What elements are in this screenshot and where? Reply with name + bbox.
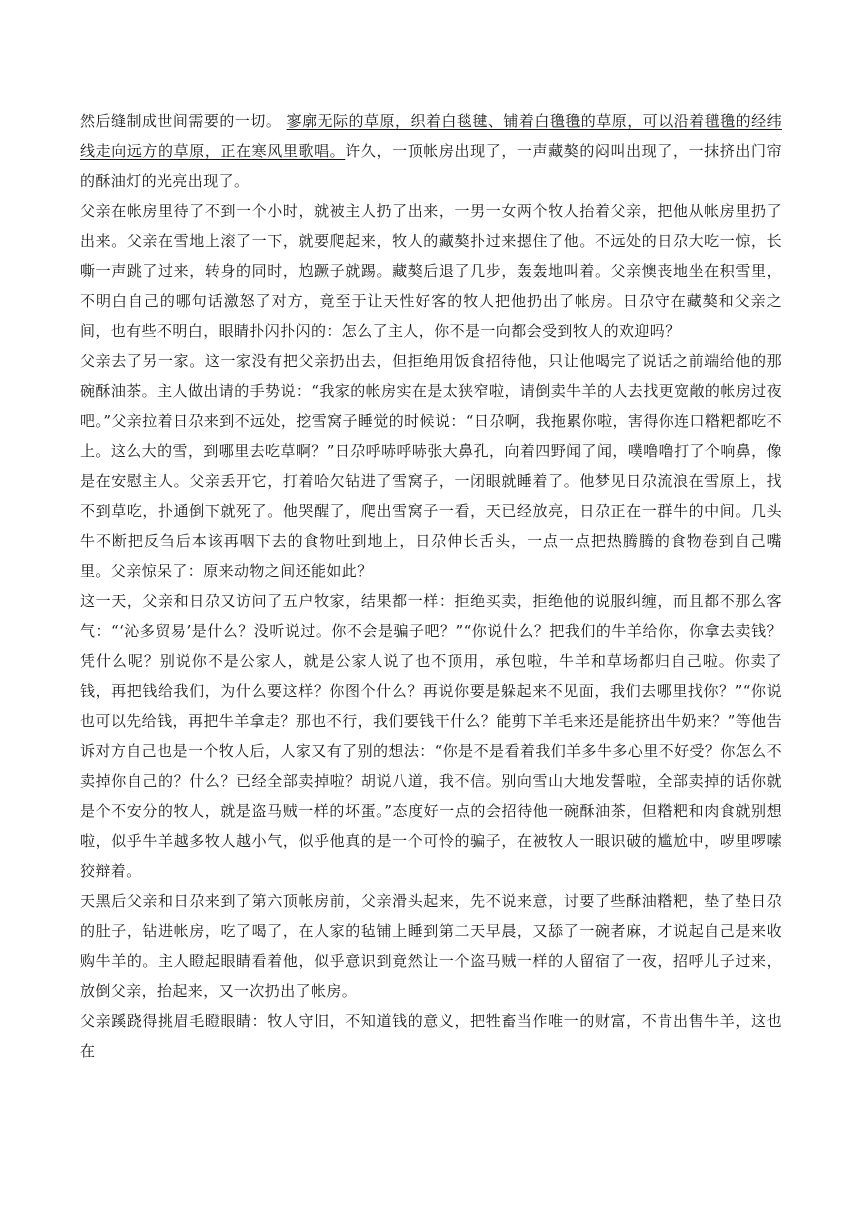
paragraph-1-intro: 然后缝制成世间需要的一切。: [80, 112, 282, 130]
underlined-sentence: 寥廓无际的草原，织着白毯毽、铺着白氇氇的草原，可以沿着氆氇的经纬线走向远方的草原，正在寒风里歌唱。: [80, 112, 783, 160]
document-page: [80, 106, 782, 1066]
paragraph-6: 父亲蹊跷得挑眉毛瞪眼睛：牧人守旧，不知道钱的意义，把牲畜当作唯一的财富，不肯出售牛羊，这也在: [80, 1012, 782, 1060]
paragraph-1: [80, 106, 782, 196]
paragraph-3: 父亲去了另一家。这一家没有把父亲扔出去，但拒绝用饭食招待他，只让他喝完了说话之前端给他的那碗酥油茶。主人做出请的手势说：“我家的帐房实在是太狭窄啦，请倒卖牛羊的人去找更宽敞的帐房过夜吧。”父亲拉着日尕来到不远处，挖雪窝子睡觉的时候说：“日尕啊，我拖累你啦，害得你连口糌粑都吃不上。这么大的雪，到哪里去吃草啊？”日尕呼哧呼哧张大鼻孔，向着四野闻了闻，噗噜噜打了个响鼻，像是在安慰主人。父亲丢开它，打着哈欠钻进了雪窝子，一闭眼就睡着了。他梦见日尕流浪在雪原上，找不到草吃，扑通倒下就死了。他哭醒了，爬出雪窝子一看，天已经放亮，日尕正在一群牛的中间。几头牛不断把反刍后本该再咽下去的食物吐到地上，日尕伸长舌头，一点一点把热腾腾的食物卷到自己嘴里。父亲惊呆了：原来动物之间还能如此？: [80, 352, 782, 580]
paragraph-2: 父亲在帐房里待了不到一个小时，就被主人扔了出来，一男一女两个牧人抬着父亲，把他从帐房里扔了出来。父亲在雪地上滚了一下，就要爬起来，牧人的藏獒扑过来摁住了他。不远处的日尕大吃一惊，长嘶一声跳了过来，转身的同时，尥蹶子就踢。藏獒后退了几步，轰轰地叫着。父亲懊丧地坐在积雪里，不明白自己的哪句话激怒了对方，竟至于让天性好客的牧人把他扔出了帐房。日尕守在藏獒和父亲之间，也有些不明白，眼睛扑闪扑闪的：怎么了主人，你不是一向都会受到牧人的欢迎吗？: [80, 202, 782, 340]
paragraph-1-continuation: 许久，一顶帐房出现了，一声藏獒的闷叫出现了，一抹挤出门帘的酥油灯的光亮出现了。: [80, 142, 782, 190]
paragraph-4: 这一天，父亲和日尕又访问了五户牧家，结果都一样：拒绝买卖，拒绝他的说服纠缠，而且都不那么客气：“‘沁多贸易’是什么？没听说过。你不会是骗子吧？”“你说什么？把我们的牛羊给你，你拿去卖钱？凭什么呢？别说你不是公家人，就是公家人说了也不顶用，承包啦，牛羊和草场都归自己啦。你卖了钱，再把钱给我们，为什么要这样？你图个什么？再说你要是躲起来不见面，我们去哪里找你？”“你说也可以先给钱，再把牛羊拿走？那也不行，我们要钱干什么？能剪下羊毛来还是能挤出牛奶来？”等他告诉对方自己也是一个牧人后，人家又有了别的想法：“你是不是看着我们羊多牛多心里不好受？你怎么不卖掉你自己的？什么？已经全部卖掉啦？胡说八道，我不信。别向雪山大地发誓啦，全部卖掉的话你就是个不安分的牧人，就是盗马贼一样的坏蛋。”态度好一点的会招待他一碗酥油茶，但糌粑和肉食就别想啦，似乎牛羊越多牧人越小气，似乎他真的是一个可怜的骗子，在被牧人一眼识破的尴尬中，哕里啰嗦狡辩着。: [80, 592, 782, 880]
paragraph-5: 天黑后父亲和日尕来到了第六顶帐房前，父亲滑头起来，先不说来意，讨要了些酥油糌粑，垫了垫日尕的肚子，钻进帐房，吃了喝了，在人家的毡铺上睡到第二天早晨，又舔了一碗者麻，才说起自己是来收购牛羊的。主人瞪起眼睛看着他，似乎意识到竟然让一个盗马贼一样的人留宿了一夜，招呼儿子过来，放倒父亲，抬起来，又一次扔出了帐房。: [80, 892, 782, 1000]
